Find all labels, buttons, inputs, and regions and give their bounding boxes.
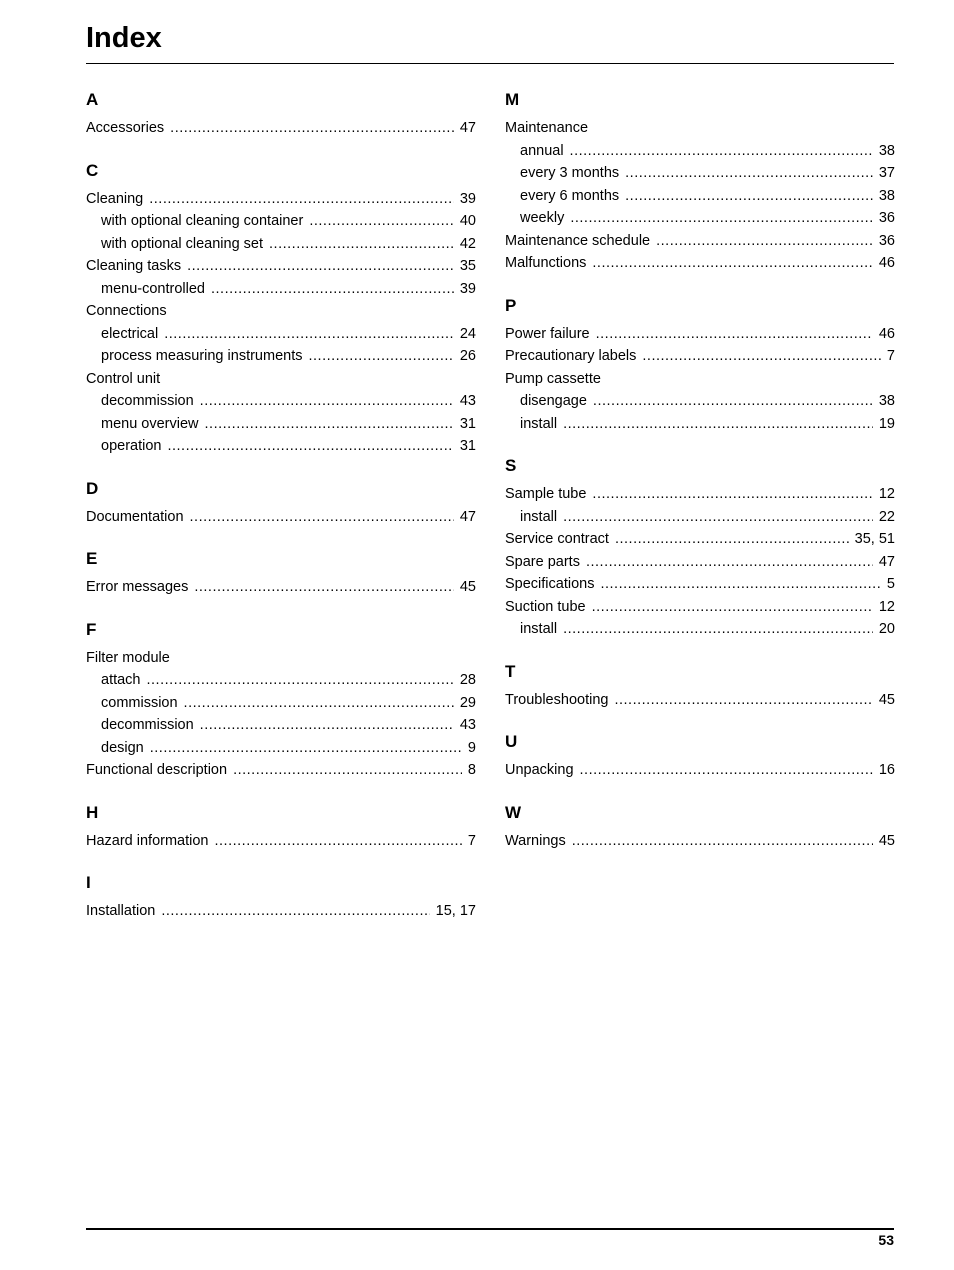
section-letter: U: [505, 732, 518, 751]
entry-page-number: 12: [878, 486, 895, 502]
entry-term: decommission: [101, 717, 194, 733]
entry-term: Precautionary labels: [505, 348, 637, 364]
index-entry: [505, 689, 895, 712]
entry-page-number: 42: [459, 235, 476, 252]
entry-term: annual: [520, 142, 564, 159]
dot-leader: [572, 830, 873, 853]
dot-leader: [642, 345, 881, 368]
dot-leader: [586, 551, 873, 574]
dot-leader: [200, 390, 454, 413]
section-letter: I: [86, 873, 91, 892]
entry-term: Spare parts: [505, 553, 580, 570]
entry-page-number: 16: [878, 762, 895, 778]
index-entry: [505, 573, 895, 596]
entry-page-number: 43: [459, 393, 476, 409]
section-letter: W: [505, 802, 522, 822]
entry-term: commission: [101, 694, 178, 711]
dot-leader: [656, 230, 873, 253]
index-entry: [505, 759, 895, 782]
index-entry: [505, 323, 895, 346]
section-letter: S: [505, 456, 517, 475]
index-entry: [505, 117, 895, 140]
dot-leader: [167, 435, 453, 458]
index-subentry: [86, 278, 476, 301]
entry-term: Warnings: [505, 832, 566, 849]
index-subentry: [505, 413, 895, 436]
dot-leader: [563, 618, 873, 641]
entry-page-number: 37: [878, 165, 895, 181]
entry-term: install: [520, 508, 558, 525]
entry-term: every 3 months: [520, 165, 620, 181]
index-subentry: [86, 714, 476, 737]
index-section: [505, 799, 895, 853]
dot-leader: [184, 692, 454, 715]
dot-leader: [570, 207, 873, 230]
dot-leader: [593, 390, 873, 413]
entry-term: Suction tube: [505, 598, 586, 615]
index-entry: [86, 255, 476, 278]
entry-term: disengage: [520, 393, 587, 409]
entry-term: operation: [101, 438, 162, 454]
entry-term: decommission: [101, 393, 194, 409]
section-letter: P: [505, 295, 517, 315]
entry-term: every 6 months: [520, 187, 620, 204]
index-column-right: [505, 86, 895, 869]
dot-leader: [205, 413, 454, 436]
entry-term: menu overview: [101, 415, 199, 432]
entry-page-number: 20: [878, 621, 895, 637]
index-subentry: [86, 233, 476, 256]
dot-leader: [592, 596, 873, 619]
index-subentry: [505, 207, 895, 230]
index-entry: [86, 830, 476, 853]
entry-term: Cleaning: [86, 190, 144, 207]
dot-leader: [614, 689, 872, 712]
entry-term: Sample tube: [505, 486, 587, 502]
entry-term: with optional cleaning container: [101, 213, 304, 229]
entry-page-number: 19: [878, 415, 895, 432]
index-entry: [86, 506, 476, 529]
entry-page-number: 5: [886, 576, 895, 592]
dot-leader: [600, 573, 880, 596]
entry-page-number: 12: [878, 598, 895, 615]
entry-term: weekly: [520, 210, 565, 226]
dot-leader: [194, 576, 454, 599]
entry-term: Service contract: [505, 531, 609, 547]
index-section: [86, 157, 476, 458]
entry-page-number: 46: [878, 255, 895, 271]
dot-leader: [200, 714, 454, 737]
entry-term: Documentation: [86, 508, 184, 525]
dot-leader: [150, 737, 462, 760]
entry-page-number: 15, 17: [435, 903, 476, 919]
index-entry: [505, 830, 895, 853]
index-section: [86, 616, 476, 782]
entry-page-number: 9: [467, 739, 476, 756]
index-entry: [86, 300, 476, 323]
section-letter: C: [86, 160, 99, 180]
index-section: [505, 452, 895, 641]
dot-leader: [580, 759, 873, 782]
index-entry: [505, 230, 895, 253]
entry-page-number: 35: [459, 258, 476, 274]
entry-page-number: 7: [467, 832, 476, 849]
entry-term: Hazard information: [86, 832, 209, 849]
dot-leader: [563, 413, 873, 436]
dot-leader: [170, 117, 454, 140]
index-subentry: [505, 390, 895, 413]
dot-leader: [211, 278, 454, 301]
entry-page-number: 47: [878, 553, 895, 570]
entry-page-number: 26: [459, 348, 476, 364]
page-title: Index: [86, 22, 162, 54]
index-subentry: [86, 669, 476, 692]
section-letter: H: [86, 802, 99, 822]
entry-page-number: 43: [459, 717, 476, 733]
entry-term: Error messages: [86, 579, 189, 595]
index-subentry: [505, 618, 895, 641]
index-subentry: [505, 162, 895, 185]
index-entry: [505, 368, 895, 391]
index-subentry: [86, 737, 476, 760]
entry-term: install: [520, 621, 558, 637]
entry-page-number: 45: [878, 832, 895, 849]
index-section: [505, 86, 895, 275]
dot-leader: [149, 188, 454, 211]
entry-page-number: 47: [459, 508, 476, 525]
entry-page-number: 46: [878, 325, 895, 342]
dot-leader: [592, 252, 872, 275]
index-entry: [505, 551, 895, 574]
index-subentry: [86, 345, 476, 368]
section-letter: F: [86, 619, 97, 639]
index-section: [86, 799, 476, 853]
entry-term: process measuring instruments: [101, 348, 303, 364]
index-subentry: [505, 506, 895, 529]
entry-page-number: 45: [459, 579, 476, 595]
index-subentry: [86, 692, 476, 715]
entry-page-number: 38: [878, 187, 895, 204]
index-subentry: [505, 185, 895, 208]
dot-leader: [187, 255, 454, 278]
entry-term: Connections: [86, 303, 167, 319]
page-number: 53: [878, 1232, 894, 1248]
dot-leader: [625, 185, 873, 208]
index-subentry: [86, 210, 476, 233]
dot-leader: [615, 528, 849, 551]
index-section: [86, 545, 476, 599]
index-entry: [86, 647, 476, 670]
dot-leader: [592, 483, 872, 506]
index-entry: [86, 759, 476, 782]
entry-term: Unpacking: [505, 762, 574, 778]
entry-page-number: 24: [459, 325, 476, 342]
dot-leader: [215, 830, 462, 853]
index-entry: [505, 345, 895, 368]
entry-page-number: 8: [467, 762, 476, 778]
entry-term: Installation: [86, 903, 156, 919]
entry-page-number: 31: [459, 438, 476, 454]
entry-term: Cleaning tasks: [86, 258, 182, 274]
entry-page-number: 39: [459, 280, 476, 297]
index-section: [86, 86, 476, 140]
index-entry: [86, 368, 476, 391]
dot-leader: [269, 233, 454, 256]
index-section: [505, 292, 895, 436]
dot-leader: [190, 506, 454, 529]
entry-page-number: 40: [459, 213, 476, 229]
entry-term: Filter module: [86, 649, 170, 666]
index-entry: [86, 576, 476, 599]
index-entry: [86, 900, 476, 923]
entry-page-number: 29: [459, 694, 476, 711]
index-section: [86, 475, 476, 529]
section-letter: E: [86, 549, 98, 568]
entry-page-number: 36: [878, 210, 895, 226]
entry-term: Power failure: [505, 325, 590, 342]
section-letter: A: [86, 90, 99, 109]
entry-term: attach: [101, 672, 141, 688]
entry-page-number: 47: [459, 120, 476, 136]
dot-leader: [161, 900, 429, 923]
entry-page-number: 45: [878, 691, 895, 708]
index-entry: [86, 117, 476, 140]
entry-term: Functional description: [86, 762, 228, 778]
entry-term: menu-controlled: [101, 280, 205, 297]
section-letter: D: [86, 478, 99, 498]
entry-page-number: 36: [878, 232, 895, 249]
entry-term: install: [520, 415, 558, 432]
dot-leader: [233, 759, 462, 782]
section-letter: M: [505, 90, 520, 109]
entry-page-number: 31: [459, 415, 476, 432]
index-entry: [505, 596, 895, 619]
index-entry: [86, 188, 476, 211]
entry-page-number: 28: [459, 672, 476, 688]
dot-leader: [147, 669, 454, 692]
entry-page-number: 35, 51: [854, 531, 895, 547]
index-entry: [505, 483, 895, 506]
entry-term: Malfunctions: [505, 255, 587, 271]
entry-term: Control unit: [86, 370, 161, 387]
index-entry: [505, 252, 895, 275]
index-subentry: [505, 140, 895, 163]
entry-page-number: 38: [878, 142, 895, 159]
dot-leader: [308, 345, 453, 368]
entry-term: Accessories: [86, 120, 165, 136]
index-column-left: [86, 86, 476, 940]
entry-page-number: 39: [459, 190, 476, 207]
entry-term: electrical: [101, 325, 159, 342]
entry-term: Pump cassette: [505, 370, 601, 387]
entry-page-number: 22: [878, 508, 895, 525]
dot-leader: [625, 162, 873, 185]
index-section: [505, 658, 895, 712]
entry-term: with optional cleaning set: [101, 235, 264, 252]
header-rule: [86, 63, 894, 64]
dot-leader: [596, 323, 873, 346]
index-entry: [505, 528, 895, 551]
index-subentry: [86, 390, 476, 413]
index-subentry: [86, 435, 476, 458]
entry-page-number: 38: [878, 393, 895, 409]
section-letter: T: [505, 661, 516, 681]
entry-page-number: 7: [886, 348, 895, 364]
entry-term: Troubleshooting: [505, 691, 609, 708]
footer-rule: [86, 1228, 894, 1230]
entry-term: Maintenance: [505, 120, 589, 136]
index-section: [505, 728, 895, 782]
dot-leader: [570, 140, 873, 163]
index-section: [86, 869, 476, 923]
entry-term: Specifications: [505, 576, 595, 592]
entry-term: design: [101, 739, 144, 756]
index-subentry: [86, 413, 476, 436]
dot-leader: [164, 323, 454, 346]
dot-leader: [563, 506, 873, 529]
index-subentry: [86, 323, 476, 346]
entry-term: Maintenance schedule: [505, 232, 651, 249]
dot-leader: [309, 210, 454, 233]
